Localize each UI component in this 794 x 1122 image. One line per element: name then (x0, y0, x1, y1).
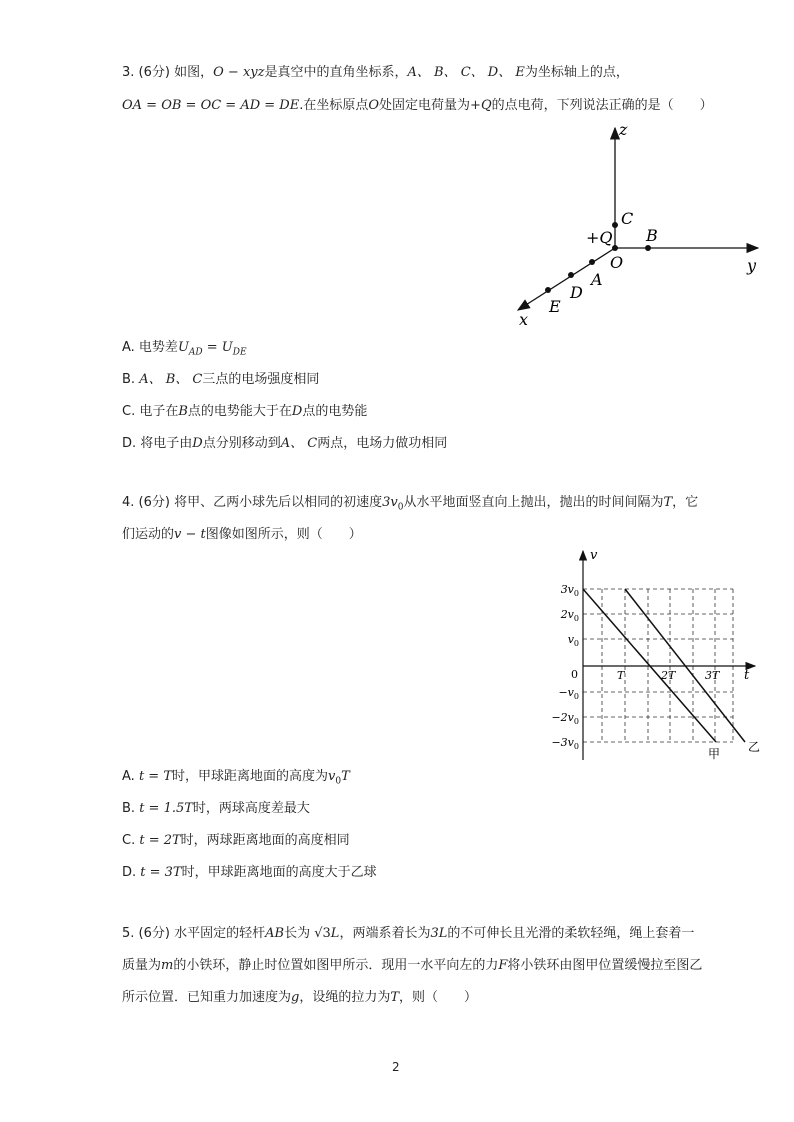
t-axis-label: t (744, 668, 750, 683)
q4-option-b[interactable]: B. t = 1.5T时，两球高度差最大 (122, 801, 310, 816)
q4-vt-chart (530, 545, 770, 765)
point-O (612, 245, 618, 251)
point-C (612, 222, 618, 228)
point-E (545, 287, 551, 293)
page-number: 2 (392, 1060, 400, 1074)
q5-line-3: 所示位置．已知重力加速度为g，设绳的拉力为T，则（ ） (122, 990, 478, 1005)
label-z: z (619, 120, 628, 139)
point-A (589, 259, 595, 265)
label-plus-Q: +Q (586, 228, 613, 247)
origin-label: 0 (571, 668, 578, 681)
q3-score: (6分) (138, 65, 170, 80)
q4-number: 4. (122, 495, 135, 510)
label-B: B (646, 226, 658, 245)
ytick-3v0: $3v_0$ (560, 583, 579, 598)
v-axis-label: v (590, 548, 598, 563)
label-x: x (519, 310, 529, 329)
q3-number: 3. (122, 65, 135, 80)
label-C: C (621, 209, 634, 228)
label-D: D (570, 283, 583, 302)
q4-option-c[interactable]: C. t = 2T时，两球距离地面的高度相同 (122, 833, 350, 848)
ytick-neg-2v0: $-2v_0$ (551, 711, 579, 726)
ytick-neg-v0: $-v_0$ (558, 686, 579, 701)
q5-number: 5. (122, 926, 135, 941)
q3-option-b[interactable]: B. A、 B、 C三点的电场强度相同 (122, 372, 320, 387)
q3-line-1: 3. (6分) 如图，O − xyz是真空中的直角坐标系，A、 B、 C、 D、 E为坐标轴上的点， (122, 65, 629, 80)
ytick-neg-3v0: $-3v_0$ (551, 736, 579, 751)
q3-option-d[interactable]: D. 将电子由D点分别移动到A、 C两点，电场力做功相同 (122, 436, 448, 451)
q4-line-2: 们运动的v − t图像如图所示，则（ ） (122, 527, 362, 542)
label-O: O (610, 253, 624, 272)
q5-line-1: 5. (6分) 水平固定的轻杆AB长为 √3L，两端系着长为3L的不可伸长且光滑的柔软轻绳，绳上套着一 (122, 926, 695, 941)
series-yi-label: 乙 (748, 740, 761, 754)
point-B (645, 245, 651, 251)
point-D (568, 272, 574, 278)
q3-option-a[interactable]: A. 电势差$U_{AD} = U_{DE}$ (122, 340, 247, 358)
ytick-2v0: $2v_0$ (560, 608, 579, 623)
xtick-3T: 3T (705, 669, 720, 682)
q4-option-a[interactable]: A. t = T时，甲球距离地面的高度为$v_0T$ (122, 769, 350, 787)
label-y: y (747, 256, 757, 275)
ytick-v0: $v_0$ (567, 633, 579, 648)
q5-line-2: 质量为m的小铁环，静止时位置如图甲所示．现用一水平向左的力F将小铁环由图甲位置缓慢拉至图乙 (122, 958, 703, 973)
xtick-2T: 2T (661, 669, 676, 682)
q3-line-2: OA = OB = OC = AD = DE.在坐标原点O处固定电荷量为+Q的点电荷，下列说法正确的是（ ） (122, 98, 713, 113)
label-E: E (549, 297, 561, 316)
xtick-T: T (617, 669, 625, 682)
q3-option-c[interactable]: C. 电子在B点的电势能大于在D点的电势能 (122, 404, 368, 419)
q3-axes-figure (500, 120, 780, 335)
series-jia-label: 甲 (708, 747, 721, 761)
q4-score: (6分) (138, 495, 170, 510)
q5-score: (6分) (138, 926, 170, 941)
label-A: A (591, 270, 603, 289)
q4-line-1: 4. (6分) 将甲、乙两小球先后以相同的初速度$3v_0$从水平地面竖直向上抛出，抛出的时间间隔为T，它 (122, 495, 699, 513)
q4-option-d[interactable]: D. t = 3T时，甲球距离地面的高度大于乙球 (122, 865, 377, 880)
